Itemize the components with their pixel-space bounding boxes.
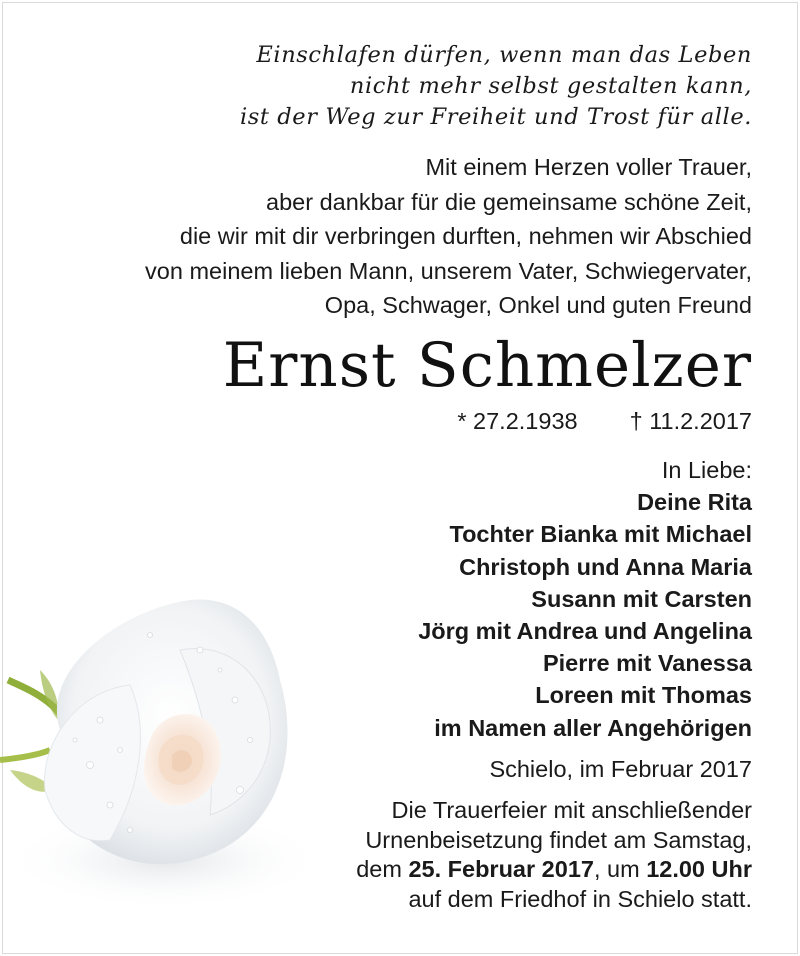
funeral-prefix: dem bbox=[356, 856, 409, 882]
intro-text bbox=[12, 150, 752, 323]
funeral-time: 12.00 Uhr bbox=[646, 856, 752, 882]
place-date: Schielo, im Februar 2017 bbox=[489, 756, 752, 782]
birth-date: * 27.2.1938 bbox=[457, 408, 578, 434]
family-member: Jörg mit Andrea und Angelina bbox=[418, 618, 752, 645]
funeral-line bbox=[232, 855, 752, 885]
death-date: † 11.2.2017 bbox=[629, 408, 752, 434]
funeral-line: auf dem Friedhof in Schielo statt. bbox=[408, 885, 752, 912]
family-intro: In Liebe: bbox=[661, 457, 752, 483]
funeral-line: Die Trauerfeier mit anschließender bbox=[391, 797, 752, 823]
poem bbox=[52, 40, 752, 133]
funeral-line: Urnenbeisetzung findet am Samstag, bbox=[365, 826, 752, 853]
funeral-middle: , um bbox=[593, 856, 647, 882]
funeral-info bbox=[232, 796, 752, 914]
family-list bbox=[232, 454, 752, 744]
intro-line: aber dankbar für die gemeinsame schöne Zeit, bbox=[266, 188, 752, 215]
poem-line: ist der Weg zur Freiheit und Trost für alle. bbox=[239, 104, 752, 130]
intro-line: die wir mit dir verbringen durften, nehmen wir Abschied bbox=[179, 223, 752, 249]
deceased-name: Ernst Schmelzer bbox=[222, 330, 752, 401]
intro-line: von meinem lieben Mann, unserem Vater, Schwiegervater, bbox=[145, 257, 752, 284]
intro-line: Mit einem Herzen voller Trauer, bbox=[425, 154, 752, 180]
family-member: Christoph und Anna Maria bbox=[459, 553, 752, 580]
poem-line: nicht mehr selbst gestalten kann, bbox=[349, 73, 752, 99]
funeral-date: 25. Februar 2017 bbox=[408, 856, 594, 882]
family-member: Deine Rita bbox=[637, 489, 752, 516]
life-dates bbox=[252, 404, 752, 438]
family-member: Susann mit Carsten bbox=[531, 585, 752, 612]
family-member: im Namen aller Angehörigen bbox=[434, 714, 752, 741]
family-member: Tochter Bianka mit Michael bbox=[449, 521, 752, 548]
poem-line: Einschlafen dürfen, wenn man das Leben bbox=[256, 42, 752, 68]
intro-line: Opa, Schwager, Onkel und guten Freund bbox=[324, 292, 752, 318]
family-member: Pierre mit Vanessa bbox=[542, 650, 752, 677]
family-member: Loreen mit Thomas bbox=[535, 682, 752, 709]
